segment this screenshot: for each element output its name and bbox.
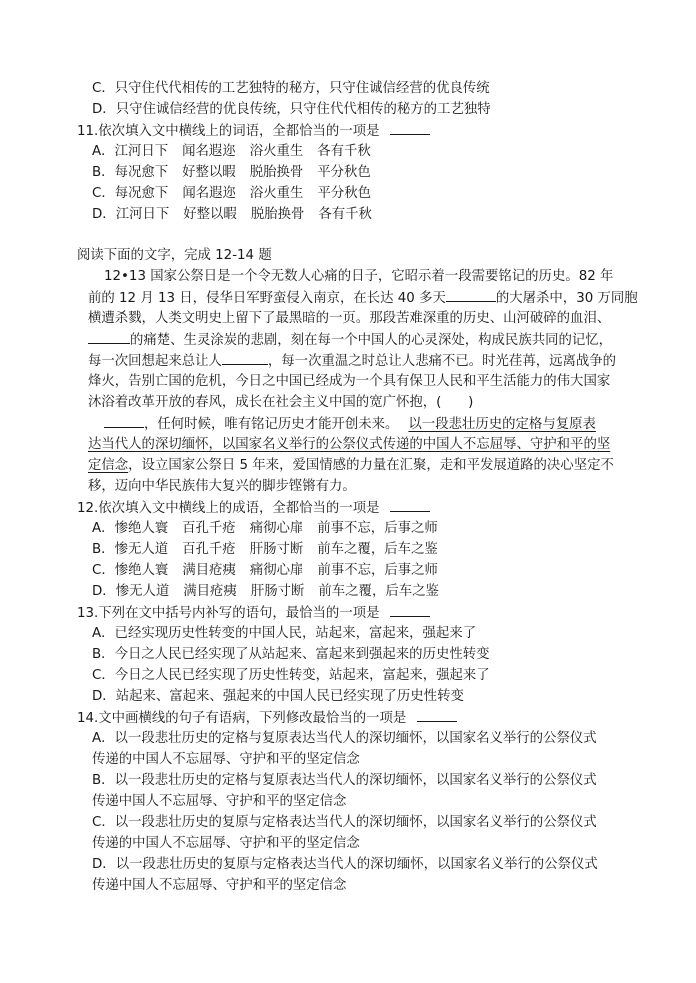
option-word: 各有千秋 — [317, 144, 371, 159]
q11-stem — [77, 120, 430, 142]
q12-option-a — [92, 518, 438, 539]
option-word: 浴火重生 — [249, 186, 304, 201]
answer-blank — [390, 120, 430, 135]
option-letter: D． — [92, 207, 116, 222]
option-word: 每况愈下 — [114, 186, 169, 201]
option-word: 前事不忘，后事之师 — [317, 563, 438, 578]
q14-option-c: C．以一段悲壮历史的复原与定格表达当代人的深切缅怀，以国家名义举行的公祭仪式 — [92, 815, 597, 830]
answer-blank — [390, 602, 430, 617]
q14-option-a: A．以一段悲壮历史的定格与复原表达当代人的深切缅怀，以国家名义举行的公祭仪式 — [92, 731, 597, 746]
q14-option-b: B．以一段悲壮历史的定格与复原表达当代人的深切缅怀，以国家名义举行的公祭仪式 — [92, 773, 597, 788]
option-word: 痛彻心扉 — [249, 521, 304, 536]
q12-option-b — [92, 539, 438, 560]
answer-blank — [88, 329, 130, 344]
passage-line: 12•13 国家公祭日是一个令无数人心痛的日子，它昭示着一段需要铭记的历史。82 年 — [104, 269, 614, 284]
option-word: 前事不忘，后事之师 — [317, 521, 438, 536]
option-word: 江河日下 — [114, 144, 169, 159]
q13-option-b: B．今日之人民已经实现了从站起来、富起来到强起来的历史性转变 — [92, 647, 490, 662]
q14-option-c-cont: 传递的中国人不忘屈辱、守护和平的坚定信念 — [92, 836, 360, 851]
passage-line — [88, 434, 610, 455]
q14-option-a-cont: 传递的中国人不忘屈辱、守护和平的坚定信念 — [92, 752, 360, 767]
q10-option-c: C．只守住代代相传的工艺独特的秘方，只守住诚信经营的优良传统 — [92, 81, 490, 96]
option-word: 江河日下 — [115, 207, 170, 222]
passage-line — [88, 350, 616, 372]
option-word: 脱胎换骨 — [249, 165, 304, 180]
passage-text: ，每一次重温之时总让人悲痛不已。时光荏苒，远离战争的 — [267, 354, 617, 369]
passage-text: 的大屠杀中，30 万同胞 — [495, 291, 638, 306]
underlined-sentence: 定信念 — [88, 458, 129, 473]
passage-text: 前的 12 月 13 日，侵华日军野蛮侵入南京，在长达 40 多天 — [88, 291, 446, 306]
option-letter: A． — [92, 144, 115, 159]
option-word: 前车之覆，后车之鉴 — [318, 584, 439, 599]
q14-stem-text: 14.文中画横线的句子有语病，下列修改最恰当的一项是 — [77, 711, 407, 726]
passage-line: 移，迈向中华民族伟大复兴的脚步铿锵有力。 — [88, 479, 356, 494]
q13-stem-text: 13.下列在文中括号内补写的语句，最恰当的一项是 — [77, 606, 380, 621]
option-letter: D． — [92, 584, 116, 599]
option-word: 百孔千疮 — [182, 521, 236, 536]
q12-stem-text: 12.依次填入文中横线上的成语，全都恰当的一项是 — [77, 501, 380, 516]
q13-option-a: A．已经实现历史性转变的中国人民，站起来，富起来，强起来了 — [92, 626, 477, 641]
option-word: 肝肠寸断 — [249, 542, 304, 557]
q11-option-a — [92, 141, 371, 162]
q12-option-c — [92, 560, 438, 581]
q13-stem — [77, 602, 430, 624]
passage-text: 的痛楚、生灵涂炭的悲剧，刻在每一个中国人的心灵深处，构成民族共同的记忆， — [130, 333, 613, 348]
answer-blank — [390, 497, 430, 512]
option-word: 满目疮痍 — [182, 563, 236, 578]
reading-intro: 阅读下面的文字，完成 12-14 题 — [77, 248, 272, 263]
underlined-sentence: 达当代人的深切缅怀，以国家名义举行的公祭仪式传递的中国人不忘屈辱、守护和平的坚 — [88, 437, 611, 452]
passage-line: 烽火，告别亡国的危机，今日之中国已经成为一个具有保卫人民和平生活能力的伟大国家 — [88, 374, 611, 389]
q12-option-d — [92, 581, 439, 602]
answer-blank — [417, 707, 457, 722]
option-word: 惨无人道 — [114, 542, 169, 557]
option-word: 满目疮痍 — [183, 584, 237, 599]
q13-option-d: D．站起来、富起来、强起来的中国人民已经实现了历史性转变 — [92, 689, 464, 704]
option-word: 惨绝人寰 — [114, 563, 169, 578]
answer-blank — [104, 413, 144, 428]
passage-line — [88, 455, 614, 476]
option-word: 惨绝人寰 — [114, 521, 169, 536]
option-word: 前车之覆，后车之鉴 — [317, 542, 438, 557]
passage-text: 每一次回想起来总让人 — [88, 354, 222, 369]
option-word: 百孔千疮 — [182, 542, 236, 557]
option-word: 浴火重生 — [249, 144, 304, 159]
q13-option-c: C．今日之人民已经实现了历史性转变，站起来，富起来，强起来了 — [92, 668, 490, 683]
option-word: 好整以暇 — [182, 165, 236, 180]
option-word: 闻名遐迩 — [182, 186, 236, 201]
q10-option-d: D．只守住诚信经营的优良传统，只守住代代相传的秘方的工艺独特 — [92, 102, 491, 117]
option-word: 平分秋色 — [317, 186, 371, 201]
option-letter: A． — [92, 521, 115, 536]
option-letter: B． — [92, 542, 115, 557]
q14-stem — [77, 707, 457, 729]
option-word: 每况愈下 — [114, 165, 169, 180]
option-letter: B． — [92, 165, 115, 180]
q14-option-b-cont: 传递中国人不忘屈辱、守护和平的坚定信念 — [92, 794, 347, 809]
q11-stem-text: 11.依次填入文中横线上的词语，全都恰当的一项是 — [77, 124, 380, 139]
option-word: 平分秋色 — [317, 165, 371, 180]
passage-line: 沐浴着改革开放的春风，成长在社会主义中国的宽广怀抱，( ) — [88, 395, 474, 410]
option-word: 闻名遐迩 — [182, 144, 236, 159]
option-word: 痛彻心扉 — [249, 563, 304, 578]
q11-option-d — [92, 204, 372, 225]
passage-line — [88, 329, 612, 351]
option-word: 惨无人道 — [115, 584, 170, 599]
option-letter: C． — [92, 563, 115, 578]
passage-line — [104, 413, 596, 435]
q11-option-b — [92, 162, 371, 183]
passage-text: ，设立国家公祭日 5 年来，爱国情感的力量在汇聚，走和平发展道路的决心坚定不 — [128, 458, 614, 473]
q11-option-c — [92, 183, 371, 204]
option-word: 各有千秋 — [318, 207, 372, 222]
answer-blank — [446, 287, 496, 302]
q12-stem — [77, 497, 430, 519]
passage-text: ，任何时候，唯有铭记历史才能开创未来。 — [144, 417, 399, 432]
passage-line — [88, 287, 638, 309]
answer-blank — [222, 350, 268, 365]
q14-option-d: D．以一段悲壮历史的复原与定格表达当代人的深切缅怀，以国家名义举行的公祭仪式 — [92, 857, 598, 872]
underlined-sentence: 以一段悲壮历史的定格与复原表 — [408, 417, 596, 432]
passage-line: 横遭杀戮，人类文明史上留下了最黑暗的一页。那段苦难深重的历史、山河破碎的血泪、 — [88, 311, 611, 326]
q14-option-d-cont: 传递中国人不忘屈辱、守护和平的坚定信念 — [92, 878, 347, 893]
option-letter: C． — [92, 186, 115, 201]
option-word: 肝肠寸断 — [250, 584, 305, 599]
option-word: 好整以暇 — [183, 207, 237, 222]
option-word: 脱胎换骨 — [250, 207, 305, 222]
